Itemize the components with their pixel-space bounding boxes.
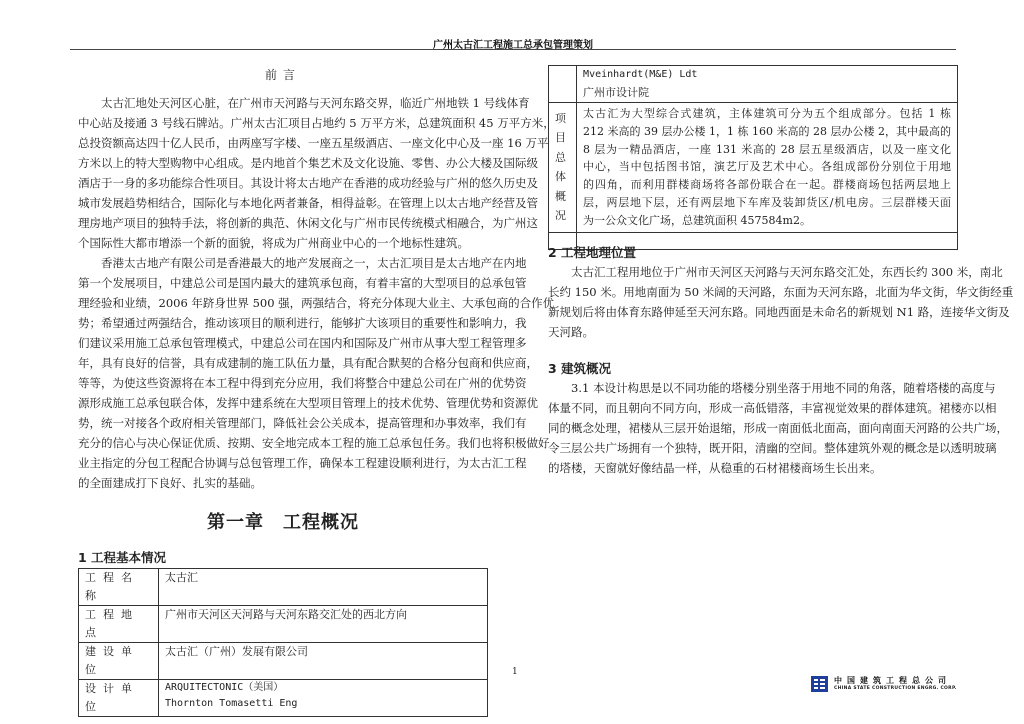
row-value: 太古汇 [159,569,488,606]
text-line: 层，两层地下层，还有两层地下车库及装卸货区/机电房。三层群楼天面 [583,195,951,209]
text-line: 的四角，而利用群楼商场将各部份联合在一起。群楼商场包括两层地上 [583,178,951,192]
basic-info-table [78,568,488,717]
row-key: 设计单位 [79,680,159,717]
company-name-en: CHINA STATE CONSTRUCTION ENGRG. CORP. [834,686,957,691]
header-title: 广州太古汇工程施工总承包管理策划 [433,40,593,51]
row-value: 太古汇（广州）发展有限公司 [159,643,488,680]
text-line: 令三层公共广场拥有一个独特，既开阳，清幽的空间。整体建筑外观的概念是以透明玻璃 [548,441,997,455]
table-row [79,606,488,643]
text-line: 为一公众文化广场，总建筑面积 457584m2。 [583,213,811,227]
text-line: 势；希望通过两强结合，推动该项目的顺利进行，能够扩大该项目的重要性和影响力，我 [78,316,527,330]
project-overview [577,103,958,233]
preface-title: 前言 [264,68,301,82]
text-line: 等等，为使这些资源将在本工程中得到充分应用，我们将整合中建总公司在广州的优势资 [78,376,527,390]
text-line: 长约 150 米。用地南面为 50 米阔的天河路，东面为天河东路，北面为华文街，华文街经重 [548,285,1014,299]
chapter-title: 第一章 工程概况 [207,512,359,533]
text-line: 个国际性大都市增添一个新的面貌，将成为广州商业中心的一个地标性建筑。 [78,236,469,250]
text-line: 中心站及接通 3 号线石牌站。广州太古汇项目占地约 5 万平方米，总建筑面积 45 万平方米， [78,116,555,130]
row-key: 建设单位 [79,643,159,680]
text-line: 理经验和业绩，2006 年跻身世界 500 强，两强结合，将充分体现大业主、大承包商的合作优 [78,296,555,310]
basic-info-table-continued [548,65,958,250]
cscec-logo-icon [811,676,828,692]
row-key: 项目总体概况 [549,103,577,233]
table-row [79,569,488,606]
text-line: 理房地产项目的独特手法，将创新的典范、休闲文化与广州市民传统模式相融合，为广州这 [78,216,538,230]
section-3-title: 3 建筑概况 [548,361,612,376]
text-line: 中心，当中包括图书馆，演艺厅及艺术中心。各组成部份分别位于用地 [583,160,951,174]
text-line: 的塔楼，天窗就好像结晶一样，从稳重的石材裙楼商场生长出来。 [548,461,882,475]
header-rule [70,49,956,50]
text-line: 方米以上的特大型购物中心组成。是内地首个集艺术及文化设施、零售、办公大楼及国际级 [78,156,538,170]
row-value: 广州市天河区天河路与天河东路交汇处的西北方向 [159,606,488,643]
text-line: 总投资额高达四十亿人民币，由两座写字楼、一座五星级酒店、一座文化中心及一座 16 万平 [78,136,549,150]
text-line: 8 层为一精品酒店，一座 131 米高的 28 层五星级酒店，以及一座文化 [583,142,951,156]
text-line: 3.1 本设计构思是以不同功能的塔楼分别坐落于用地不同的角落，随着塔楼的高度与 [571,381,996,395]
text-line: 天河路。 [548,325,594,339]
text-line: 的全面建成打下良好、扎实的基础。 [78,476,262,490]
row-key: 工程地点 [79,606,159,643]
text-line: 212 米高的 39 层办公楼 1，1 栋 160 米高的 28 层办公楼 2，其中最高的 [583,124,951,138]
text-line: 香港太古地产有限公司是香港最大的地产发展商之一，太古汇项目是太古地产在内地 [101,256,527,270]
section-1-title: 1 工程基本情况 [78,550,167,565]
table-row [79,680,488,717]
preface-paragraph-2 [78,253,555,493]
row-key: 工程名称 [79,569,159,606]
table-row [549,103,958,233]
designer: Mveinhardt(M&E) Ldt [583,69,698,80]
table-row [549,66,958,103]
designer: 广州市设计院 [583,86,650,99]
preface-paragraph-1 [78,93,555,253]
text-line: 体量不同，而且朝向不同方向，形成一高低错落，丰富视觉效果的群体建筑。裙楼亦以相 [548,401,997,415]
text-line: 太古汇为大型综合式建筑，主体建筑可分为五个组成部分。包括 1 栋 [583,107,951,120]
section-2-title: 2 工程地理位置 [548,245,637,260]
text-line: 势，统一对接各个政府相关管理部门，降低社会公关成本，提高管理和办事效率，我们有 [78,416,527,430]
designer: ARQUITECTONIC（美国） [165,682,284,693]
text-line: 年，具有良好的信誉，具有成建制的施工队伍力量，具有配合默契的合格分包商和供应商， [78,356,538,370]
preface [78,65,555,493]
text-line: 太古汇地处天河区心脏，在广州市天河路与天河东路交界，临近广州地铁 1 号线体育 [101,96,530,110]
text-line: 城市发展趋势相结合，国际化与本地化两者兼备，相得益彰。在管理上以太古地产经营及管 [78,196,538,210]
text-line: 源形成施工总承包联合体，发挥中建系统在大型项目管理上的技术优势、管理优势和资源优 [78,396,538,410]
company-name-cn: 中国建筑工程总公司 [834,675,951,685]
section-2-paragraph [548,262,1014,342]
text-line: 充分的信心与决心保证优质、按期、安全地完成本工程的施工总承包任务。我们也将积极做好 [78,436,550,450]
page-number: 1 [512,667,518,677]
text-line: 新规划后将由体育东路伸延至天河东路。同地西面是未命名的新规划 N1 路，连接华文街及 [548,305,1010,319]
text-line: 们建议采用施工总承包管理模式，中建总公司在国内和国际及广州市从事大型工程管理多 [78,336,527,350]
text-line: 第一个发展项目，中建总公司是国内最大的建筑承包商，有着丰富的大型项目的总承包管 [78,276,527,290]
text-line: 太古汇工程用地位于广州市天河区天河路与天河东路交汇处，东西长约 300 米，南北 [571,265,1003,279]
designer: Thornton Tomasetti Eng [165,698,298,709]
table-row [79,643,488,680]
text-line: 同的概念处理，裙楼从三层开始退缩，形成一南面低北面高，面向南面天河路的公共广场， [548,421,1008,435]
text-line: 酒店于一身的多功能综合性项目。其设计将太古地产在香港的成功经验与广州的悠久历史及 [78,176,538,190]
text-line: 业主指定的分包工程配合协调与总包管理工作，确保本工程建设顺利进行，为太古汇工程 [78,456,527,470]
section-3-paragraph [548,378,1008,478]
company-logo [811,676,957,692]
